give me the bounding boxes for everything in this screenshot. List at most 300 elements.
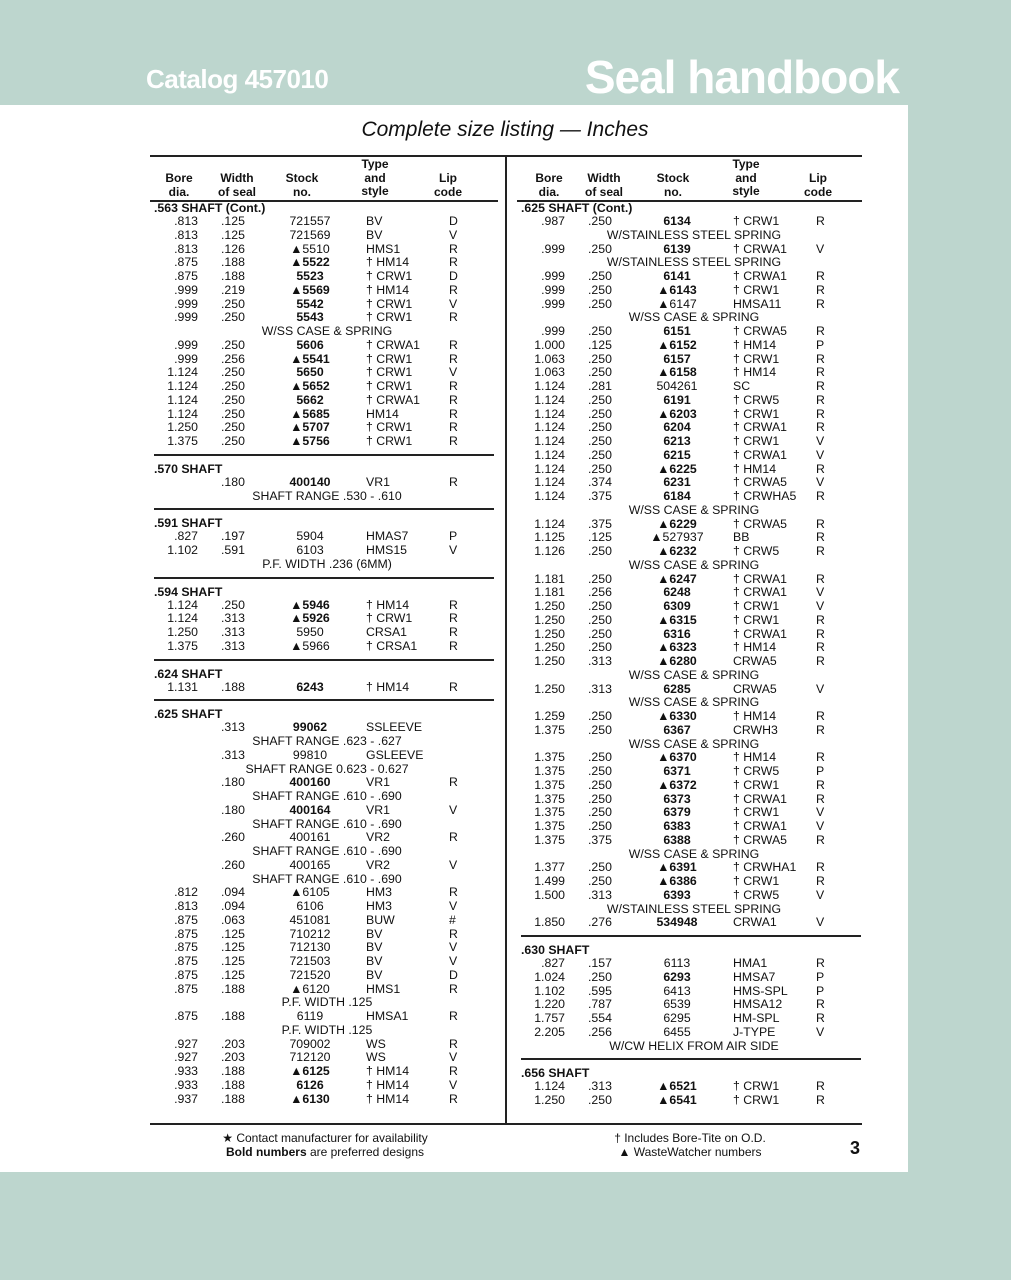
lip-cell: V (816, 599, 825, 613)
width-cell: .250 (221, 406, 245, 421)
width-cell: .250 (588, 365, 612, 380)
stock-cell: 5662 (296, 392, 324, 407)
table-row (154, 270, 500, 284)
width-cell: .250 (588, 434, 612, 448)
stock-cell: 6243 (296, 679, 324, 694)
width-cell: .313 (221, 638, 245, 653)
bore-cell: 1.250 (534, 612, 565, 627)
table-row (154, 229, 500, 243)
page-number: 3 (850, 1138, 861, 1158)
width-cell: .250 (588, 874, 612, 888)
bore-cell: 1.125 (534, 530, 565, 545)
width-cell: .125 (221, 214, 245, 228)
bore-cell: 1.063 (534, 351, 565, 366)
table-row (521, 586, 867, 600)
type-cell: WS (366, 1036, 386, 1051)
bore-cell: 1.377 (534, 860, 565, 875)
stock-cell: ▲6521 (657, 1079, 697, 1094)
table-row (154, 955, 500, 969)
type-cell: † CRWA1 (733, 585, 787, 600)
lip-cell: D (449, 214, 458, 228)
bore-cell: 1.124 (167, 406, 198, 421)
type-cell: † HM14 (733, 640, 777, 655)
bore-cell: 1.124 (167, 597, 198, 612)
stock-cell: ▲5510 (290, 241, 330, 256)
bore-cell: 1.375 (534, 777, 565, 792)
lip-cell: V (816, 681, 825, 696)
page-title: Complete size listing — Inches (361, 118, 649, 141)
width-cell: .125 (221, 967, 245, 982)
lip-cell: R (816, 516, 825, 531)
bore-cell: 1.124 (534, 379, 565, 393)
type-cell: HM14 (366, 406, 399, 421)
stock-cell: 99810 (292, 747, 328, 762)
lip-cell: R (816, 1093, 825, 1107)
width-cell: .094 (221, 899, 245, 913)
type-cell: HMSA7 (733, 969, 776, 984)
type-cell: BV (366, 214, 383, 228)
table-row (154, 1079, 500, 1093)
type-cell: CRWA5 (733, 654, 777, 668)
width-cell: .188 (221, 679, 245, 694)
stock-cell: ▲6315 (657, 612, 697, 627)
lip-cell: R (816, 379, 825, 393)
lip-cell: V (449, 857, 458, 872)
table-row (154, 886, 500, 900)
type-cell: VR2 (366, 830, 390, 845)
lip-cell: R (816, 420, 825, 435)
lip-cell: R (449, 885, 458, 900)
table-row (154, 859, 500, 873)
width-cell: .250 (221, 337, 245, 352)
section-separator (521, 1058, 861, 1060)
lip-cell: R (816, 351, 825, 366)
type-cell: † HM14 (733, 365, 777, 380)
type-cell: † CRW1 (366, 351, 413, 366)
type-cell: † CRW5 (733, 544, 780, 558)
table-row (521, 531, 867, 545)
stock-cell: 6539 (663, 997, 691, 1012)
bore-cell: 1.250 (167, 420, 198, 435)
lip-cell: R (449, 241, 458, 256)
width-cell: .250 (588, 544, 612, 558)
section-separator (154, 659, 494, 661)
row-note: W/STAINLESS STEEL SPRING (606, 227, 782, 242)
lip-cell: R (816, 392, 825, 407)
width-cell: .250 (221, 392, 245, 407)
stock-cell: 6157 (663, 351, 691, 366)
lip-cell: R (816, 777, 825, 792)
table-row (154, 612, 500, 626)
right-column-header (521, 156, 867, 200)
type-cell: † CRW1 (366, 296, 413, 311)
lip-cell: R (449, 420, 458, 435)
stock-cell: 6215 (663, 447, 691, 462)
stock-cell: 6204 (663, 420, 691, 435)
table-row (154, 681, 500, 695)
type-cell: † CRW1 (733, 434, 780, 448)
table-row (521, 435, 867, 449)
bore-cell: 1.250 (534, 626, 565, 641)
type-cell: † CRW1 (366, 379, 413, 393)
lip-cell: R (449, 638, 458, 653)
type-cell: † CRWA1 (733, 791, 787, 806)
type-cell: BV (366, 926, 383, 941)
stock-cell: ▲6147 (657, 296, 697, 311)
stock-cell: 400165 (289, 857, 331, 872)
type-cell: † CRWA1 (733, 571, 787, 586)
lip-cell: P (816, 764, 825, 778)
type-cell: BUW (366, 912, 395, 927)
lip-cell: R (816, 791, 825, 806)
bore-cell: 1.375 (534, 722, 565, 737)
lip-cell: R (816, 640, 825, 655)
stock-cell: ▲6143 (657, 282, 697, 297)
bore-cell: 1.063 (534, 365, 565, 380)
lip-cell: V (449, 940, 458, 955)
stock-cell: 6248 (663, 585, 691, 600)
table-row (521, 710, 867, 724)
type-cell: CRSA1 (366, 625, 408, 639)
bore-cell: 1.375 (534, 750, 565, 765)
stock-cell: 721557 (289, 214, 331, 228)
right-rows (521, 201, 867, 1108)
type-cell: † CRWA5 (733, 475, 787, 490)
bore-cell: 1.850 (534, 915, 565, 930)
stock-cell: 6151 (663, 324, 691, 338)
type-cell: † CRW5 (733, 392, 780, 407)
width-cell: .374 (588, 475, 612, 490)
lip-cell: R (449, 379, 458, 393)
table-row (521, 998, 867, 1012)
right-column (521, 156, 867, 1108)
table-row (154, 353, 500, 367)
row-note: P.F. WIDTH .236 (6MM) (262, 556, 392, 571)
lip-cell: R (816, 612, 825, 627)
row-note: P.F. WIDTH .125 (281, 1022, 373, 1037)
table-row (521, 476, 867, 490)
width-cell: .250 (588, 241, 612, 256)
bore-cell: 2.205 (534, 1024, 565, 1039)
bore-cell: 1.250 (534, 599, 565, 613)
column-divider (505, 156, 507, 1124)
row-note: W/STAINLESS STEEL SPRING (606, 901, 782, 916)
row-note: W/SS CASE & SPRING (628, 695, 760, 710)
lip-cell: R (816, 956, 825, 970)
bore-cell: 1.124 (534, 420, 565, 435)
stock-cell: 5650 (296, 365, 324, 380)
table-row (521, 1026, 867, 1040)
type-cell: BV (366, 954, 383, 968)
table-row (154, 776, 500, 790)
lip-cell: P (449, 529, 458, 544)
stock-cell: 721569 (289, 227, 331, 242)
bore-cell: .875 (174, 940, 198, 955)
table-row (521, 243, 867, 257)
width-cell: .188 (221, 981, 245, 996)
stock-cell: 5950 (296, 625, 324, 639)
table-row (521, 1094, 867, 1108)
width-cell: .250 (588, 969, 612, 984)
width-cell: .375 (588, 516, 612, 531)
table-row (154, 983, 500, 997)
row-note: SHAFT RANGE .530 - .610 (252, 488, 402, 503)
lip-cell: R (449, 597, 458, 612)
type-cell: SSLEEVE (366, 720, 423, 735)
bore-cell: 1.124 (167, 611, 198, 626)
width-cell: .256 (588, 1024, 612, 1039)
bore-cell: .875 (174, 255, 198, 270)
table-row (521, 573, 867, 587)
shaft-section-heading: .625 SHAFT (Cont.) (521, 201, 633, 215)
table-row (521, 463, 867, 477)
width-cell: .180 (221, 802, 245, 817)
lip-cell: R (449, 1091, 458, 1106)
footnote-availability: ★ Contact manufacturer for availability (222, 1131, 428, 1145)
bore-cell: 1.124 (534, 434, 565, 448)
stock-cell: 400160 (289, 775, 331, 790)
width-cell: .250 (221, 379, 245, 393)
table-row (154, 914, 500, 928)
lip-cell: R (449, 679, 458, 694)
width-cell: .313 (221, 625, 245, 639)
section-separator (154, 699, 494, 701)
row-note: W/SS CASE & SPRING (628, 502, 760, 517)
lip-cell: R (816, 709, 825, 723)
stock-cell: 709002 (289, 1036, 331, 1051)
width-cell: .260 (221, 830, 245, 845)
lip-cell: # (449, 912, 456, 927)
bore-cell: 1.757 (534, 1011, 565, 1025)
type-cell: BV (366, 227, 383, 242)
bore-cell: 1.124 (534, 461, 565, 476)
width-cell: .219 (221, 282, 245, 297)
type-cell: † CRW5 (733, 887, 780, 902)
stock-cell: 99062 (292, 720, 328, 735)
bore-cell: 1.375 (534, 819, 565, 833)
stock-cell: ▲6391 (657, 860, 697, 875)
width-cell: .157 (588, 956, 612, 970)
lip-cell: R (816, 282, 825, 297)
table-row (154, 421, 500, 435)
table-row (521, 628, 867, 642)
type-cell: VR1 (366, 474, 390, 489)
lip-cell: R (449, 392, 458, 407)
type-cell: † HM14 (733, 461, 777, 476)
table-row (154, 900, 500, 914)
bore-cell: 1.124 (534, 1079, 565, 1094)
type-cell: HMS1 (366, 241, 401, 256)
stock-cell: 6367 (663, 722, 691, 737)
bore-cell: 1.124 (167, 365, 198, 380)
stock-cell: 6184 (663, 489, 691, 503)
lip-cell: R (816, 544, 825, 558)
lip-cell: D (449, 967, 458, 982)
width-cell: .188 (221, 1091, 245, 1106)
width-cell: .250 (588, 269, 612, 283)
bore-cell: 1.375 (534, 805, 565, 820)
table-row (154, 380, 500, 394)
bore-cell: .927 (174, 1050, 198, 1065)
stock-cell: 6379 (663, 805, 691, 820)
footnote-left (170, 1131, 480, 1159)
width-cell: .125 (221, 227, 245, 242)
width-cell: .250 (588, 640, 612, 655)
bore-cell: 1.024 (534, 969, 565, 984)
stock-cell: ▲6203 (657, 406, 697, 421)
table-row (154, 298, 500, 312)
type-cell: † HM14 (733, 709, 777, 723)
stock-cell: ▲6105 (290, 885, 330, 900)
type-cell: † CRW1 (366, 434, 413, 448)
bore-cell: .875 (174, 954, 198, 968)
bore-cell: 1.124 (534, 406, 565, 421)
width-cell: .126 (221, 241, 245, 256)
table-row (154, 804, 500, 818)
bore-cell: .999 (174, 310, 198, 325)
width-cell: .250 (221, 434, 245, 448)
table-row (154, 476, 500, 490)
type-cell: † CRW1 (366, 611, 413, 626)
table-row (521, 971, 867, 985)
lip-cell: R (816, 874, 825, 888)
bore-cell: .937 (174, 1091, 198, 1106)
table-row (521, 545, 867, 559)
table-row (154, 721, 500, 735)
lip-cell: R (449, 351, 458, 366)
lip-cell: R (816, 860, 825, 875)
type-cell: † HM14 (366, 282, 410, 297)
bore-cell: 1.375 (167, 434, 198, 448)
type-cell: † CRW1 (366, 269, 413, 283)
width-cell: .250 (588, 791, 612, 806)
stock-cell: 6103 (296, 543, 324, 557)
type-cell: † CRSA1 (366, 638, 418, 653)
stock-cell: 6141 (663, 269, 691, 283)
row-note: W/SS CASE & SPRING (261, 324, 393, 338)
type-cell: † CRW1 (733, 805, 780, 820)
lip-cell: R (449, 474, 458, 489)
width-cell: .250 (588, 626, 612, 641)
handbook-title: Seal handbook (584, 51, 899, 103)
width-cell: .250 (588, 764, 612, 778)
type-cell: VR1 (366, 802, 390, 817)
stock-cell: ▲6386 (657, 874, 697, 888)
stock-cell: 6134 (663, 214, 691, 228)
width-cell: .250 (588, 612, 612, 627)
stock-cell: 6113 (663, 956, 691, 970)
width-cell: .260 (221, 857, 245, 872)
width-cell: .250 (588, 282, 612, 297)
width-cell: .188 (221, 1064, 245, 1078)
table-row (154, 408, 500, 422)
width-cell: .375 (588, 489, 612, 503)
table-row (521, 724, 867, 738)
type-cell: † HM14 (733, 750, 777, 765)
type-cell: † CRWA1 (733, 241, 787, 256)
stock-cell: ▲6130 (290, 1091, 330, 1106)
width-cell: .313 (221, 747, 245, 762)
stock-cell: ▲5569 (290, 282, 330, 297)
stock-cell: 5542 (296, 296, 324, 311)
type-cell: † CRW1 (733, 1079, 780, 1094)
table-row (521, 298, 867, 312)
bore-cell: .999 (541, 324, 565, 338)
stock-cell: ▲6158 (657, 365, 697, 380)
lip-cell: D (449, 269, 458, 283)
lip-cell: V (449, 802, 458, 817)
width-cell: .125 (221, 954, 245, 968)
section-separator (154, 508, 494, 510)
lip-cell: V (816, 887, 825, 902)
stock-cell: ▲6323 (657, 640, 697, 655)
width-cell: .250 (221, 597, 245, 612)
stock-cell: 6139 (663, 241, 691, 256)
width-cell: .250 (588, 1093, 612, 1107)
stock-cell: 6383 (663, 819, 691, 833)
table-row (521, 353, 867, 367)
stock-cell: 6371 (663, 764, 691, 778)
table-row (521, 889, 867, 903)
table-row (154, 831, 500, 845)
lip-cell: V (816, 475, 825, 490)
bore-cell: 1.250 (534, 654, 565, 668)
stock-cell: 6285 (663, 681, 691, 696)
shaft-section-heading: .594 SHAFT (154, 584, 223, 599)
left-column (154, 156, 500, 1106)
bore-cell: 1.181 (534, 571, 565, 586)
stock-cell: 721503 (289, 954, 331, 968)
width-cell: .250 (588, 461, 612, 476)
table-row (521, 957, 867, 971)
lip-cell: R (449, 1064, 458, 1078)
lip-cell: R (449, 830, 458, 845)
lip-cell: R (816, 750, 825, 765)
stock-cell: 6119 (296, 1009, 324, 1023)
stock-cell: 5523 (296, 269, 324, 283)
type-cell: † CRW5 (733, 764, 780, 778)
type-cell: GSLEEVE (366, 747, 424, 762)
type-cell: † CRWA5 (733, 832, 787, 847)
bore-cell: .813 (174, 899, 198, 913)
lip-cell: V (816, 434, 825, 448)
width-cell: .250 (221, 365, 245, 380)
lip-cell: P (816, 337, 825, 352)
bore-cell: .927 (174, 1036, 198, 1051)
width-cell: .554 (588, 1011, 612, 1025)
table-row (521, 765, 867, 779)
table-row (521, 861, 867, 875)
stock-cell: ▲6232 (657, 544, 697, 558)
stock-cell: 6316 (663, 626, 691, 641)
width-cell: .250 (588, 750, 612, 765)
bore-cell: .812 (174, 885, 198, 900)
stock-cell: ▲5966 (290, 638, 330, 653)
width-cell: .250 (588, 351, 612, 366)
lip-cell: R (816, 406, 825, 421)
bore-cell: .813 (174, 241, 198, 256)
bore-cell: 1.124 (534, 516, 565, 531)
lip-cell: V (449, 543, 458, 557)
lip-cell: R (449, 926, 458, 941)
table-row (521, 683, 867, 697)
stock-cell: ▲5652 (290, 379, 330, 393)
bore-cell: .875 (174, 912, 198, 927)
table-row (521, 518, 867, 532)
table-row (521, 284, 867, 298)
lip-cell: V (816, 447, 825, 462)
width-cell: .250 (588, 296, 612, 311)
